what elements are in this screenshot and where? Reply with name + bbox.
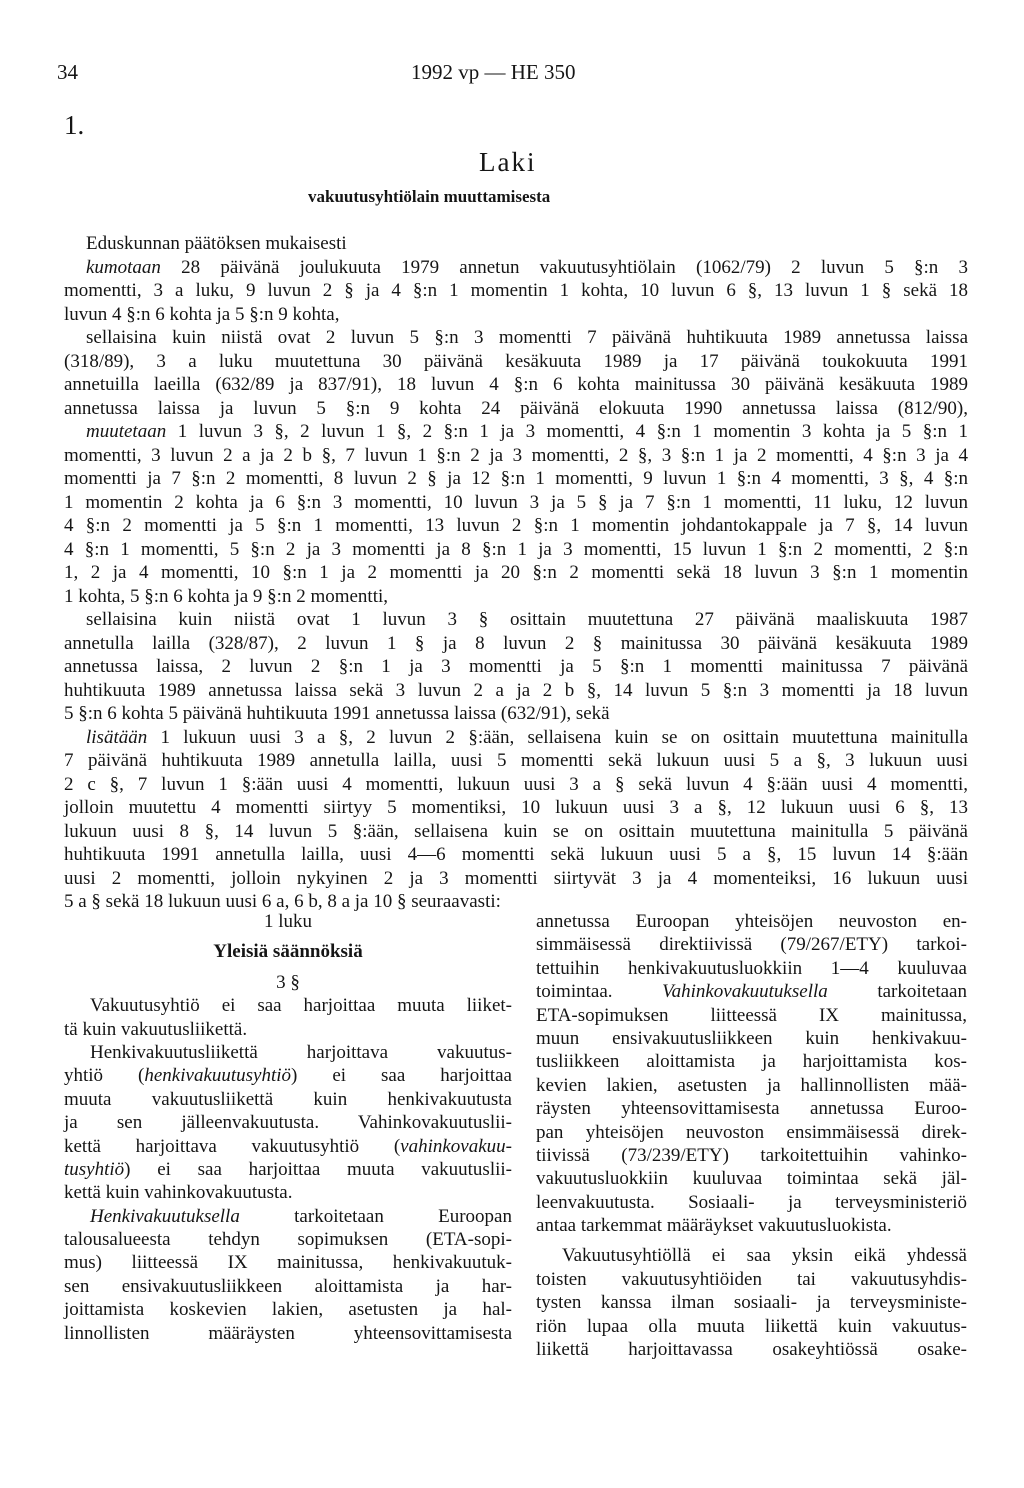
line-text: tysten kanssa ilman sosiaali- ja terveysministe- (536, 1292, 967, 1314)
line-text: annetuilla laeilla (632/89 ja 837/91), 18 luvun 4 §:n 6 kohta mainitussa 30 päivänä kesäkuuta 1989 (64, 374, 968, 395)
line-text: talousalueesta tehdyn sopimuksen (ETA-sopi- (64, 1229, 512, 1251)
line-text: sellaisina kuin niistä ovat 2 luvun 5 §:n 3 momentti 7 päivänä huhtikuuta 1989 annetussa laissa (86, 327, 968, 348)
preamble-line (64, 279, 968, 303)
page-number: 34 (57, 60, 78, 84)
line-text: huhtikuuta 1989 annetussa laissa sekä 3 luvun 2 a ja 2 b §, 14 luvun 5 §:n 3 momentti ja 18 luvun (64, 679, 968, 701)
line-text: räysten yhteensovittamisesta annetussa Euroo- (536, 1098, 967, 1120)
preamble-line (64, 538, 968, 562)
preamble-line (64, 585, 968, 609)
line-text: 1 momentin 2 kohta ja 6 §:n 3 momentti, 10 luvun 3 ja 5 § ja 7 §:n 1 momentti, 11 luku, 12 luvun (64, 491, 968, 513)
right-column-line (536, 1167, 967, 1190)
right-column-line (536, 1121, 967, 1144)
left-column-line (64, 1251, 512, 1274)
line-text: 5 §:n 6 kohta 5 päivänä huhtikuuta 1991 annetussa laissa (632/91), sekä (64, 703, 610, 724)
line-text: liikettä harjoittavassa osakeyhtiössä osake- (536, 1339, 967, 1361)
right-column-line (536, 1004, 967, 1027)
right-column-line (536, 910, 967, 933)
line-text: Vakuutusyhtiö ei saa harjoittaa muuta liiket- (90, 995, 512, 1017)
line-text: Henkivakuutusliikettä harjoittava vakuutus- (90, 1041, 512, 1063)
line-text: tiivissä (73/239/ETY) tarkoitettuihin vahinko- (536, 1144, 967, 1166)
line-text: momentti ja 7 §:n 2 momentti, 8 luvun 2 § ja 12 §:n 1 momentti, 9 luvun 1 §:n 4 momentti, 3 §, 4 §:n (64, 468, 968, 489)
right-column-line (536, 980, 967, 1003)
line-text: huhtikuuta 1991 annetulla lailla, uusi 4—6 momentti sekä lukuun uusi 5 a §, 15 luvun 14 §:ään (64, 844, 968, 865)
line-text: vakuutusluokkiin kuuluvaa toimintaa sekä jäl- (536, 1168, 967, 1190)
left-column-line (64, 994, 512, 1017)
line-text: tä kuin vakuutusliikettä. (64, 1018, 248, 1040)
left-column-line (64, 940, 512, 963)
law-subtitle: vakuutusyhtiölain muuttamisesta (308, 187, 551, 206)
line-text: momentti, 3 a luku, 9 luvun 2 § ja 4 §:n 1 momentin 1 kohta, 10 luvun 6 §, 13 luvun 1 § sekä 18 (64, 280, 968, 301)
right-column-line (536, 933, 967, 956)
line-text: 1, 2 ja 4 momentti, 10 §:n 1 ja 2 momentti ja 20 §:n 2 momentti sekä 18 luvun 3 §:n 1 momentin (64, 562, 968, 583)
preamble-line (64, 561, 968, 585)
preamble-line (64, 444, 968, 468)
preamble-line (64, 773, 968, 797)
emphasis-term: lisätään (86, 726, 148, 748)
line-text: yhtiö ( (64, 1065, 145, 1087)
line-text: linnollisten määräysten yhteensovittamisesta (64, 1322, 512, 1344)
line-text: ) ei saa harjoittaa muuta vakuutuslii- (124, 1158, 512, 1180)
line-text: 4 §:n 2 momentti ja 5 §:n 1 momentti, 13 luvun 2 §:n 1 momentin johdantokappale ja 7 §, 14 luvun (64, 515, 968, 536)
law-title: Laki (479, 147, 537, 177)
left-column-line (64, 1181, 512, 1204)
line-text: tarkoitetaan (827, 981, 967, 1003)
line-text: toimintaa. (536, 981, 663, 1003)
line-text: annetussa laissa ja luvun 5 §:n 9 kohta 24 päivänä elokuuta 1990 annetussa laissa (812/90), (64, 397, 968, 419)
preamble-line (64, 679, 968, 703)
preamble-line (64, 796, 968, 820)
left-column-line (64, 1228, 512, 1251)
line-text: joittamista koskevien lakien, asetusten ja hal- (64, 1299, 512, 1321)
preamble-line (64, 397, 968, 421)
line-text: annetussa laissa, 2 luvun 2 §:n 1 ja 3 momentti ja 5 §:n 1 momentti mainitussa 7 päivänä (64, 656, 968, 677)
line-text: tettuihin henkivakuutusluokkiin 1—4 kuuluvaa (536, 957, 967, 979)
emphasis-term: kumotaan (86, 256, 161, 278)
right-column-line (536, 1027, 967, 1050)
left-column-line (64, 1041, 512, 1064)
line-text: momentti, 3 luvun 2 a ja 2 b §, 7 luvun 1 §:n 2 ja 3 momentti, 2 §, 3 §:n 1 ja 2 momentti, 4 §:n 3 ja 4 (64, 444, 968, 466)
preamble-line (64, 820, 968, 844)
line-text: 5 a § sekä 18 lukuun uusi 6 a, 6 b, 8 a ja 10 § seuraavasti: (64, 891, 501, 912)
line-text: simmäisessä direktiivissä (79/267/ETY) tarkoi- (536, 934, 967, 956)
emphasis-term: vahinkovakuu- (400, 1135, 512, 1157)
line-text: ) ei saa harjoittaa (291, 1065, 512, 1087)
preamble-line (64, 655, 968, 679)
preamble-line (64, 843, 968, 867)
right-column-line (536, 1291, 967, 1314)
line-text: 7 päivänä huhtikuuta 1989 annetulla lailla, uusi 5 momentti sekä lukuun uusi 5 a §, 3 lukuun uusi (64, 750, 968, 771)
line-text: 1 luku (263, 911, 313, 932)
preamble-line (64, 256, 968, 280)
left-column-line (64, 910, 512, 933)
preamble-line (64, 232, 968, 256)
preamble-line (64, 632, 968, 656)
line-text: 1 lukuun uusi 3 a §, 2 luvun 2 §:ään, sellaisena kuin se on osittain muutettuna mainitulla (147, 726, 968, 748)
line-text: leenvakuutusta. Sosiaali- ja terveysministeriö (536, 1191, 967, 1213)
preamble-line (64, 373, 968, 397)
right-column-line (536, 1244, 967, 1267)
line-text: jolloin muutettu 4 momentti siirtyy 5 momentiksi, 10 lukuun uusi 3 a §, 12 lukuun uusi 6 §, 13 (64, 797, 968, 818)
line-text: toisten vakuutusyhtiöiden tai vakuutusyhdis- (536, 1268, 967, 1290)
left-column-line (64, 1322, 512, 1345)
emphasis-term: muutetaan (86, 421, 167, 442)
left-column-line (64, 1298, 512, 1321)
preamble-line (64, 420, 968, 444)
line-text: ja sen jälleenvakuutusta. Vahinkovakuutuslii- (64, 1112, 512, 1134)
line-text: 2 c §, 7 luvun 1 §:ään uusi 4 momentti, lukuun uusi 3 a § sekä luvun 4 §:ään uusi 4 momentti, (64, 773, 968, 795)
line-text: kettä kuin vahinkovakuutusta. (64, 1182, 293, 1204)
line-text: Eduskunnan päätöksen mukaisesti (86, 233, 347, 254)
right-column-line (536, 1268, 967, 1291)
right-column-line (536, 1338, 967, 1361)
left-column-line (64, 1205, 512, 1228)
right-column-line (536, 1097, 967, 1120)
line-text: sellaisina kuin niistä ovat 1 luvun 3 § osittain muutettuna 27 päivänä maaliskuuta 1987 (86, 609, 968, 630)
preamble-line (64, 514, 968, 538)
line-text: muun ensivakuutusliikkeen kuin henkivakuu- (536, 1027, 967, 1049)
line-text: annetussa Euroopan yhteisöjen neuvoston en- (536, 911, 967, 932)
preamble-line (64, 608, 968, 632)
preamble-line (64, 350, 968, 374)
right-column-line (536, 1191, 967, 1214)
left-column-line (64, 1158, 512, 1181)
item-number: 1. (64, 110, 85, 140)
line-text: uusi 2 momentti, jolloin nykyinen 2 ja 3 momentti siirtyvät 3 ja 4 momenteiksi, 16 lukuun uusi (64, 867, 968, 889)
line-text: tusliikkeen aloittamista ja harjoittamista kos- (536, 1051, 967, 1073)
preamble-line (64, 726, 968, 750)
line-text: tarkoitetaan Euroopan (239, 1205, 512, 1227)
line-text: 28 päivänä joulukuuta 1979 annetun vakuutusyhtiölain (1062/79) 2 luvun 5 §:n 3 (160, 256, 968, 278)
left-column-line (64, 1111, 512, 1134)
line-text: (318/89), 3 a luku muutettuna 30 päivänä kesäkuuta 1989 ja 17 päivänä toukokuuta 1991 (64, 350, 968, 372)
preamble-line (64, 326, 968, 350)
line-text: lukuun uusi 8 §, 14 luvun 5 §:ään, sellaisena kuin se on osittain muutettuna mainitulla 5 päivänä (64, 820, 968, 842)
right-column-line (536, 1050, 967, 1073)
preamble-line (64, 702, 968, 726)
line-text: annetulla lailla (328/87), 2 luvun 1 § ja 8 luvun 2 § mainitussa 30 päivänä kesäkuuta 1989 (64, 632, 968, 654)
left-column-line (64, 1064, 512, 1087)
line-text: 3 § (276, 971, 300, 993)
line-text: kevien lakien, asetusten ja hallinnollisten mää- (536, 1074, 967, 1096)
line-text: 4 §:n 1 momentti, 5 §:n 2 ja 3 momentti ja 8 §:n 1 ja 3 momentti, 15 luvun 1 §:n 2 momentti, 2 §:n (64, 538, 968, 560)
preamble-line (64, 303, 968, 327)
preamble-text (64, 232, 968, 914)
line-text: antaa tarkemmat määräykset vakuutusluokista. (536, 1215, 892, 1237)
preamble-line (64, 749, 968, 773)
right-column (536, 910, 967, 1361)
preamble-line (64, 491, 968, 515)
line-text: luvun 4 §:n 6 kohta ja 5 §:n 9 kohta, (64, 303, 340, 325)
left-column-line (64, 1018, 512, 1041)
emphasis-term: tusyhtiö (64, 1158, 125, 1180)
right-column-line (536, 1214, 967, 1237)
line-text: sen ensivakuutusliikkeen aloittamista ja har- (64, 1275, 512, 1297)
line-text: muuta vakuutusliikettä kuin henkivakuutusta (64, 1088, 512, 1110)
running-head: 1992 vp — HE 350 (411, 60, 576, 84)
left-column-line (64, 1088, 512, 1111)
emphasis-term: Henkivakuutuksella (90, 1205, 240, 1227)
left-column (64, 910, 512, 1345)
right-column-line (536, 1144, 967, 1167)
line-text: mus) liitteessä IX mainitussa, henkivakuutuk- (64, 1252, 512, 1274)
left-column-line (64, 1275, 512, 1298)
left-column-line (64, 971, 512, 994)
line-text: ETA-sopimuksen liitteessä IX mainitussa, (536, 1004, 967, 1026)
emphasis-term: Vahinkovakuutuksella (662, 981, 828, 1003)
line-text: kettä harjoittava vakuutusyhtiö ( (64, 1135, 401, 1157)
left-column-line (64, 1135, 512, 1158)
preamble-line (64, 467, 968, 491)
line-text: 1 kohta, 5 §:n 6 kohta ja 9 §:n 2 momentti, (64, 585, 389, 607)
preamble-line (64, 867, 968, 891)
line-text: Yleisiä säännöksiä (213, 941, 363, 963)
right-column-line (536, 957, 967, 980)
line-text: riön lupaa olla muuta liikettä kuin vakuutus- (536, 1315, 967, 1337)
right-column-line (536, 1074, 967, 1097)
line-text: Vakuutusyhtiöllä ei saa yksin eikä yhdessä (562, 1245, 967, 1267)
emphasis-term: henkivakuutusyhtiö (144, 1065, 292, 1087)
right-column-line (536, 1315, 967, 1338)
line-text: 1 luvun 3 §, 2 luvun 1 §, 2 §:n 1 ja 3 momentti, 4 §:n 1 momentin 3 kohta ja 5 §:n 1 (166, 421, 968, 442)
line-text: pan yhteisöjen neuvoston ensimmäisessä direk- (536, 1121, 967, 1143)
